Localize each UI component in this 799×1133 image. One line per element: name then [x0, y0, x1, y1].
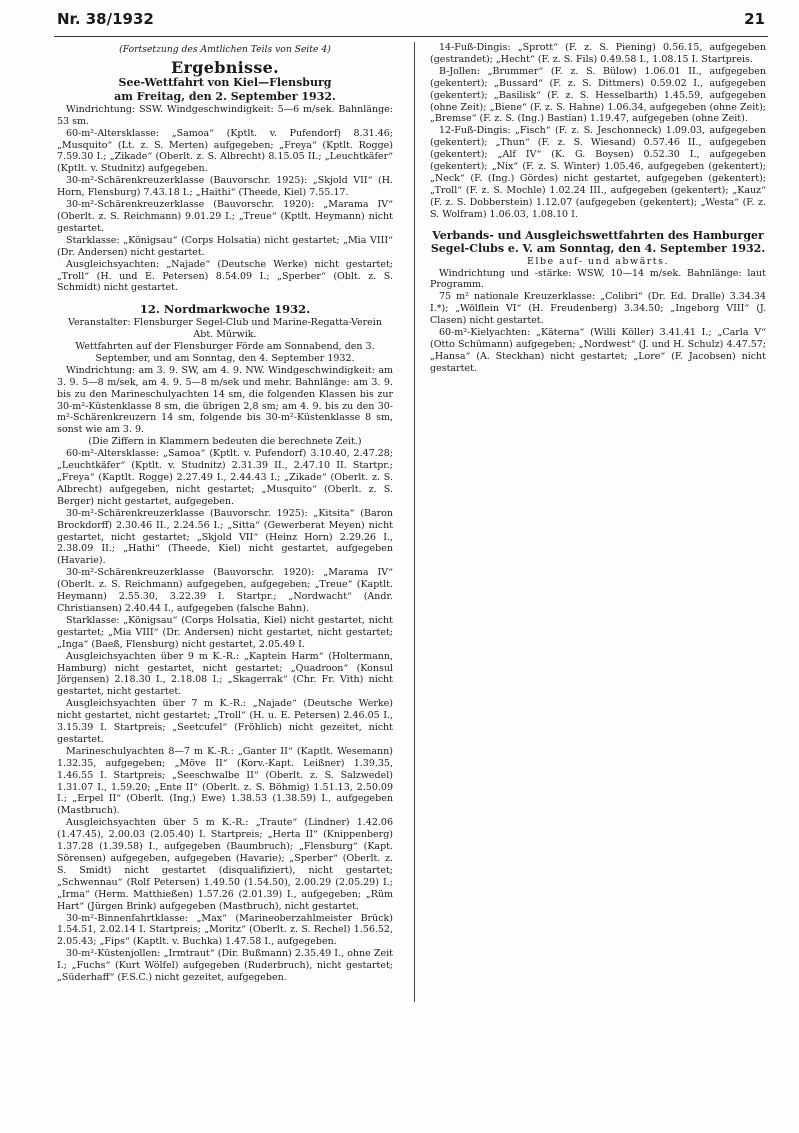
paragraph: 30-m²-Schärenkreuzerklasse (Bauvorschr. 1925): „Kitsita“ (Baron Brockdorff) 2.30.46 II., 2.24.56 I.; „Sitta“ (Gewerberat Meyen) nicht gestartet, nicht gestartet; „Skjold VII“ (Heinz Horn) 2.29.26 I., 2.38.09 II.; „Hathi“ (Theede, Kiel) nicht gestartet, aufgegeben (Havarie).	[57, 507, 393, 567]
paragraph: B-Jollen: „Brummer“ (F. z. S. Bülow) 1.06.01 II., aufgegeben (gekentert); „Bussard“ (F. z. S. Dittmers) 0.59.02 I., aufgegeben (gekentert); „Basilisk“ (F. z. S. Hesselbarth) 1.45.59, aufgegeben (ohne Zeit); „Biene“ (F. z. S. Hahne) 1.06.34, aufgegeben (ohne Zeit); „Bremse“ (F. z. S. (Ing.) Bastian) 1.19.47, aufgegeben (ohne Zeit).	[430, 65, 766, 125]
issue-number: Nr. 38/1932	[57, 10, 154, 28]
paragraph: Ausgleichsyachten über 9 m K.-R.: „Kaptein Harm“ (Holtermann, Hamburg) nicht gestartet, nicht gestartet; „Quadroon“ (Konsul Jörgensen) 2.18.30 I., 2.18.08 I.; „Skagerrak“ (Chr. Fr. Vith) nicht gestartet, nicht gestartet.	[57, 650, 393, 698]
paragraph: 30-m²-Schärenkreuzerklasse (Bauvorschr. 1925): „Skjold VII“ (H. Horn, Flensburg) 7.43.18 I.; „Haithi“ (Theede, Kiel) 7.55.17.	[57, 175, 393, 199]
right-column	[430, 42, 766, 612]
section-title: Verbands- und Ausgleichswettfahrten des Hamburger Segel-Clubs e. V. am Sonntag, den 4. September 1932.	[430, 228, 766, 255]
paragraph: 30-m²-Küstenjollen: „Irmtraut“ (Dir. Bußmann) 2.35.49 I., ohne Zeit I.; „Fuchs“ (Kurt Wölfel) aufgegeben (Ruderbruch), nicht gestartet; „Süderhaff“ (F.S.C.) nicht gezeitet, aufgegeben.	[57, 948, 393, 984]
paragraph: 60-m²-Altersklasse: „Samoa“ (Kptlt. v. Pufendorf) 8.31.46; „Musquito“ (Lt. z. S. Merten) aufgegeben; „Freya“ (Kptlt. Rogge) 7.59.30 I.; „Zikade“ (Oberlt. z. S. Albrecht) 8.15.05 II.; „Leuchtkäfer“ (Kptlt. v. Studnitz) aufgegeben.	[57, 127, 393, 175]
section-title: 12. Nordmarkwoche 1932.	[139, 302, 311, 317]
paragraph: 60-m²-Altersklasse: „Samoa“ (Kptlt. v. Pufendorf) 3.10.40, 2.47.28; „Leuchtkäfer“ (Kptlt. v. Studnitz) 2.31.39 II., 2.47.10 II. Startpr.; „Freya“ (Kaptlt. Rogge) 2.27.49 I., 2.44.43 I.; „Zikade“ (Oberlt. z. S. Albrecht) aufgegeben, nicht gestartet; „Musquito“ (Oberlt. z. S. Berger) nicht gestartet, aufgegeben.	[57, 448, 393, 507]
paragraph: 14-Fuß-Dingis: „Sprott“ (F. z. S. Piening) 0.56.15, aufgegeben (gestrandet); „Hecht“ (F. z. S. Fils) 0.49.58 I., 1.08.15 I. Startpreis.	[430, 42, 766, 65]
paragraph: Windrichtung: am 3. 9. SW, am 4. 9. NW. Windgeschwindigkeit: am 3. 9. 5—8 m/sek, am 4. 9. 5—8 m/sek und mehr. Bahnlänge: am 3. 9. bis zu den Marineschulyachten 14 sm, die folgenden Klassen bis zur 30-m²-Küstenklasse 8 sm, die übrigen 2,8 sm; am 4. 9. bis zu den 30-m²-Schärenkreuzern 14 sm, folgende bis 30-m²-Küstenklasse 8 sm, sonst wie am 3. 9.	[57, 364, 393, 436]
header-rule	[54, 36, 768, 37]
paragraph: Starklasse: „Königsau“ (Corps Holsatia, Kiel) nicht gestartet, nicht gestartet; „Mia VIII“ (Dr. Andersen) nicht gestartet, nicht gestartet; „Inga“ (Baeß, Flensburg) nicht gestartet, 2.05.49 I.	[57, 614, 393, 650]
paragraph: (Die Ziffern in Klammern bedeuten die berechnete Zeit.)	[88, 436, 362, 448]
paragraph: Windrichtung: SSW. Windgeschwindigkeit: 5—6 m/sek. Bahnlänge: 53 sm.	[57, 103, 393, 127]
paragraph: 30-m²-Schärenkreuzerklasse (Bauvorschr. 1920): „Marama IV“ (Oberlt. z. S. Reichmann) 9.01.29 I.; „Treue“ (Kptlt. Heymann) nicht gestartet.	[57, 199, 393, 234]
organizer: Veranstalter: Flensburger Segel-Club und Marine-Regatta-Verein Abt. Mürwik.	[68, 317, 382, 341]
paragraph: Ausgleichsyachten über 5 m K.-R.: „Traute“ (Lindner) 1.42.06 (1.47.45), 2.00.03 (2.05.40) I. Startpreis; „Herta II“ (Knippenberg) 1.37.28 (1.39.58) I., aufgegeben (Baumbruch); „Flensburg“ (Kapt. Sörensen) aufgegeben, aufgegeben (Havarie); „Sperber“ (Oberlt. z. S. Smidt) nicht gestartet (disqualifiziert), nicht gestartet; „Schwennau“ (Rolf Petersen) 1.49.50 (1.54.50), 2.00.29 (2.05.29) I.; „Irma“ (Herm. Matthießen) 1.57.26 (2.01.39) I., aufgegeben; „Rüm Hart“ (Jürgen Brink) aufgegeben (Mastbruch), nicht gestartet.	[57, 817, 393, 912]
paragraph: 30-m²-Schärenkreuzerklasse (Bauvorschr. 1920): „Marama IV“ (Oberlt. z. S. Reichmann) aufgegeben, aufgegeben; „Treue“ (Kaptlt. Heymann) 2.55.30, 3.22.39 I. Startpr.; „Nordwacht“ (Andr. Christiansen) 2.40.44 I., aufgegeben (falsche Bahn).	[57, 567, 393, 614]
paragraph: 12-Fuß-Dingis: „Fisch“ (F. z. S. Jeschonneck) 1.09.03, aufgegeben (gekentert); „Thun“ (F. z. S. Wiesand) 0.57.46 II., aufgegeben (gekentert); „Alf IV“ (K. G. Boysen) 0.52.30 I., aufgegeben (gekentert); „Nix“ (F. z. S. Winter) 1.05.46, aufgegeben (gekentert); „Neck“ (F. (Ing.) Gördes) nicht gestartet, aufgegeben (gekentert); „Troll“ (F. z. S. Mochle) 1.02.24 III., aufgegeben (gekentert); „Kauz“ (F. z. S. Dobberstein) 1.12.07 (aufgegeben (gekentert); „Westa“ (F. z. S. Wolfram) 1.06.03, 1.08.10 I.	[430, 125, 766, 220]
paragraph: 30-m²-Binnenfahrtklasse: „Max“ (Marineoberzahlmeister Brück) 1.54.51, 2.02.14 I. Startpreis; „Moritz“ (Oberlt. z. S. Rechel) 1.56.52, 2.05.43; „Fips“ (Kaptlt. v. Buchka) 1.47.58 I., aufgegeben.	[57, 912, 393, 948]
paragraph: Windrichtung und -stärke: WSW, 10—14 m/sek. Bahnlänge: laut Programm.	[430, 267, 766, 291]
left-column	[57, 42, 393, 1017]
race-dates: Wettfahrten auf der Flensburger Förde am Sonnabend, den 3. September, und am Sonntag, den 4. September 1932.	[75, 341, 375, 364]
page-number: 21	[744, 10, 765, 28]
paragraph: 75 m² nationale Kreuzerklasse: „Colibri“ (Dr. Ed. Dralle) 3.34.34 I.*); „Wölflein VI“ (H. Freudenberg) 3.34.50; „Ingeborg VIII“ (J. Clasen) nicht gestartet.	[430, 291, 766, 327]
continuation-note: (Fortsetzung des Amtlichen Teils von Seite 4)	[119, 44, 331, 55]
regatta-title: See-Wettfahrt von Kiel—Flensburg	[118, 75, 332, 89]
paragraph: 60-m²-Kielyachten: „Käterna“ (Willi Köller) 3.41.41 I.; „Carla V“ (Otto Schümann) aufgegeben; „Nordwest“ (J. und H. Schulz) 4.47.57; „Hansa“ (A. Steckhan) nicht gestartet; „Lore“ (F. Jacobsen) nicht gestartet.	[430, 327, 766, 374]
paragraph: Ausgleichsyachten: „Najade“ (Deutsche Werke) nicht gestartet; „Troll“ (H. und E. Petersen) 8.54.09 I.; „Sperber“ (Oblt. z. S. Schmidt) nicht gestartet.	[57, 258, 393, 294]
column-divider	[414, 42, 415, 1002]
section-subtitle: Elbe auf- und abwärts.	[526, 255, 670, 267]
paragraph: Ausgleichsyachten über 7 m K.-R.: „Najade“ (Deutsche Werke) nicht gestartet, nicht gestartet; „Troll“ (H. u. E. Petersen) 2.46.05 I., 3.15.39 I. Startpreis; „Seetcufel“ (Fröhlich) nicht gezeitet, nicht gestartet.	[57, 698, 393, 745]
regatta-date: am Freitag, den 2. September 1932.	[114, 89, 336, 103]
paragraph: Marineschulyachten 8—7 m K.-R.: „Ganter II“ (Kaptlt. Wesemann) 1.32.35, aufgegeben; „Möve II“ (Korv.-Kapt. Leißner) 1.39.35, 1.46.55 I. Startpreis; „Seeschwalbe II“ (Oberlt. z. S. Salzwedel) 1.31.07 I., 1.59.20; „Ente II“ (Oberlt. z. S. Böhmig) 1.51.13, 2.50.09 I.; „Erpel II“ (Oberlt. (Ing.) Ewe) 1.38.53 (1.38.59) I., aufgegeben (Mastbruch).	[57, 745, 393, 817]
results-title: Ergebnisse.	[171, 57, 279, 77]
paragraph: Starklasse: „Königsau“ (Corps Holsatia) nicht gestartet; „Mia VIII“ (Dr. Andersen) nicht gestartet.	[57, 234, 393, 258]
